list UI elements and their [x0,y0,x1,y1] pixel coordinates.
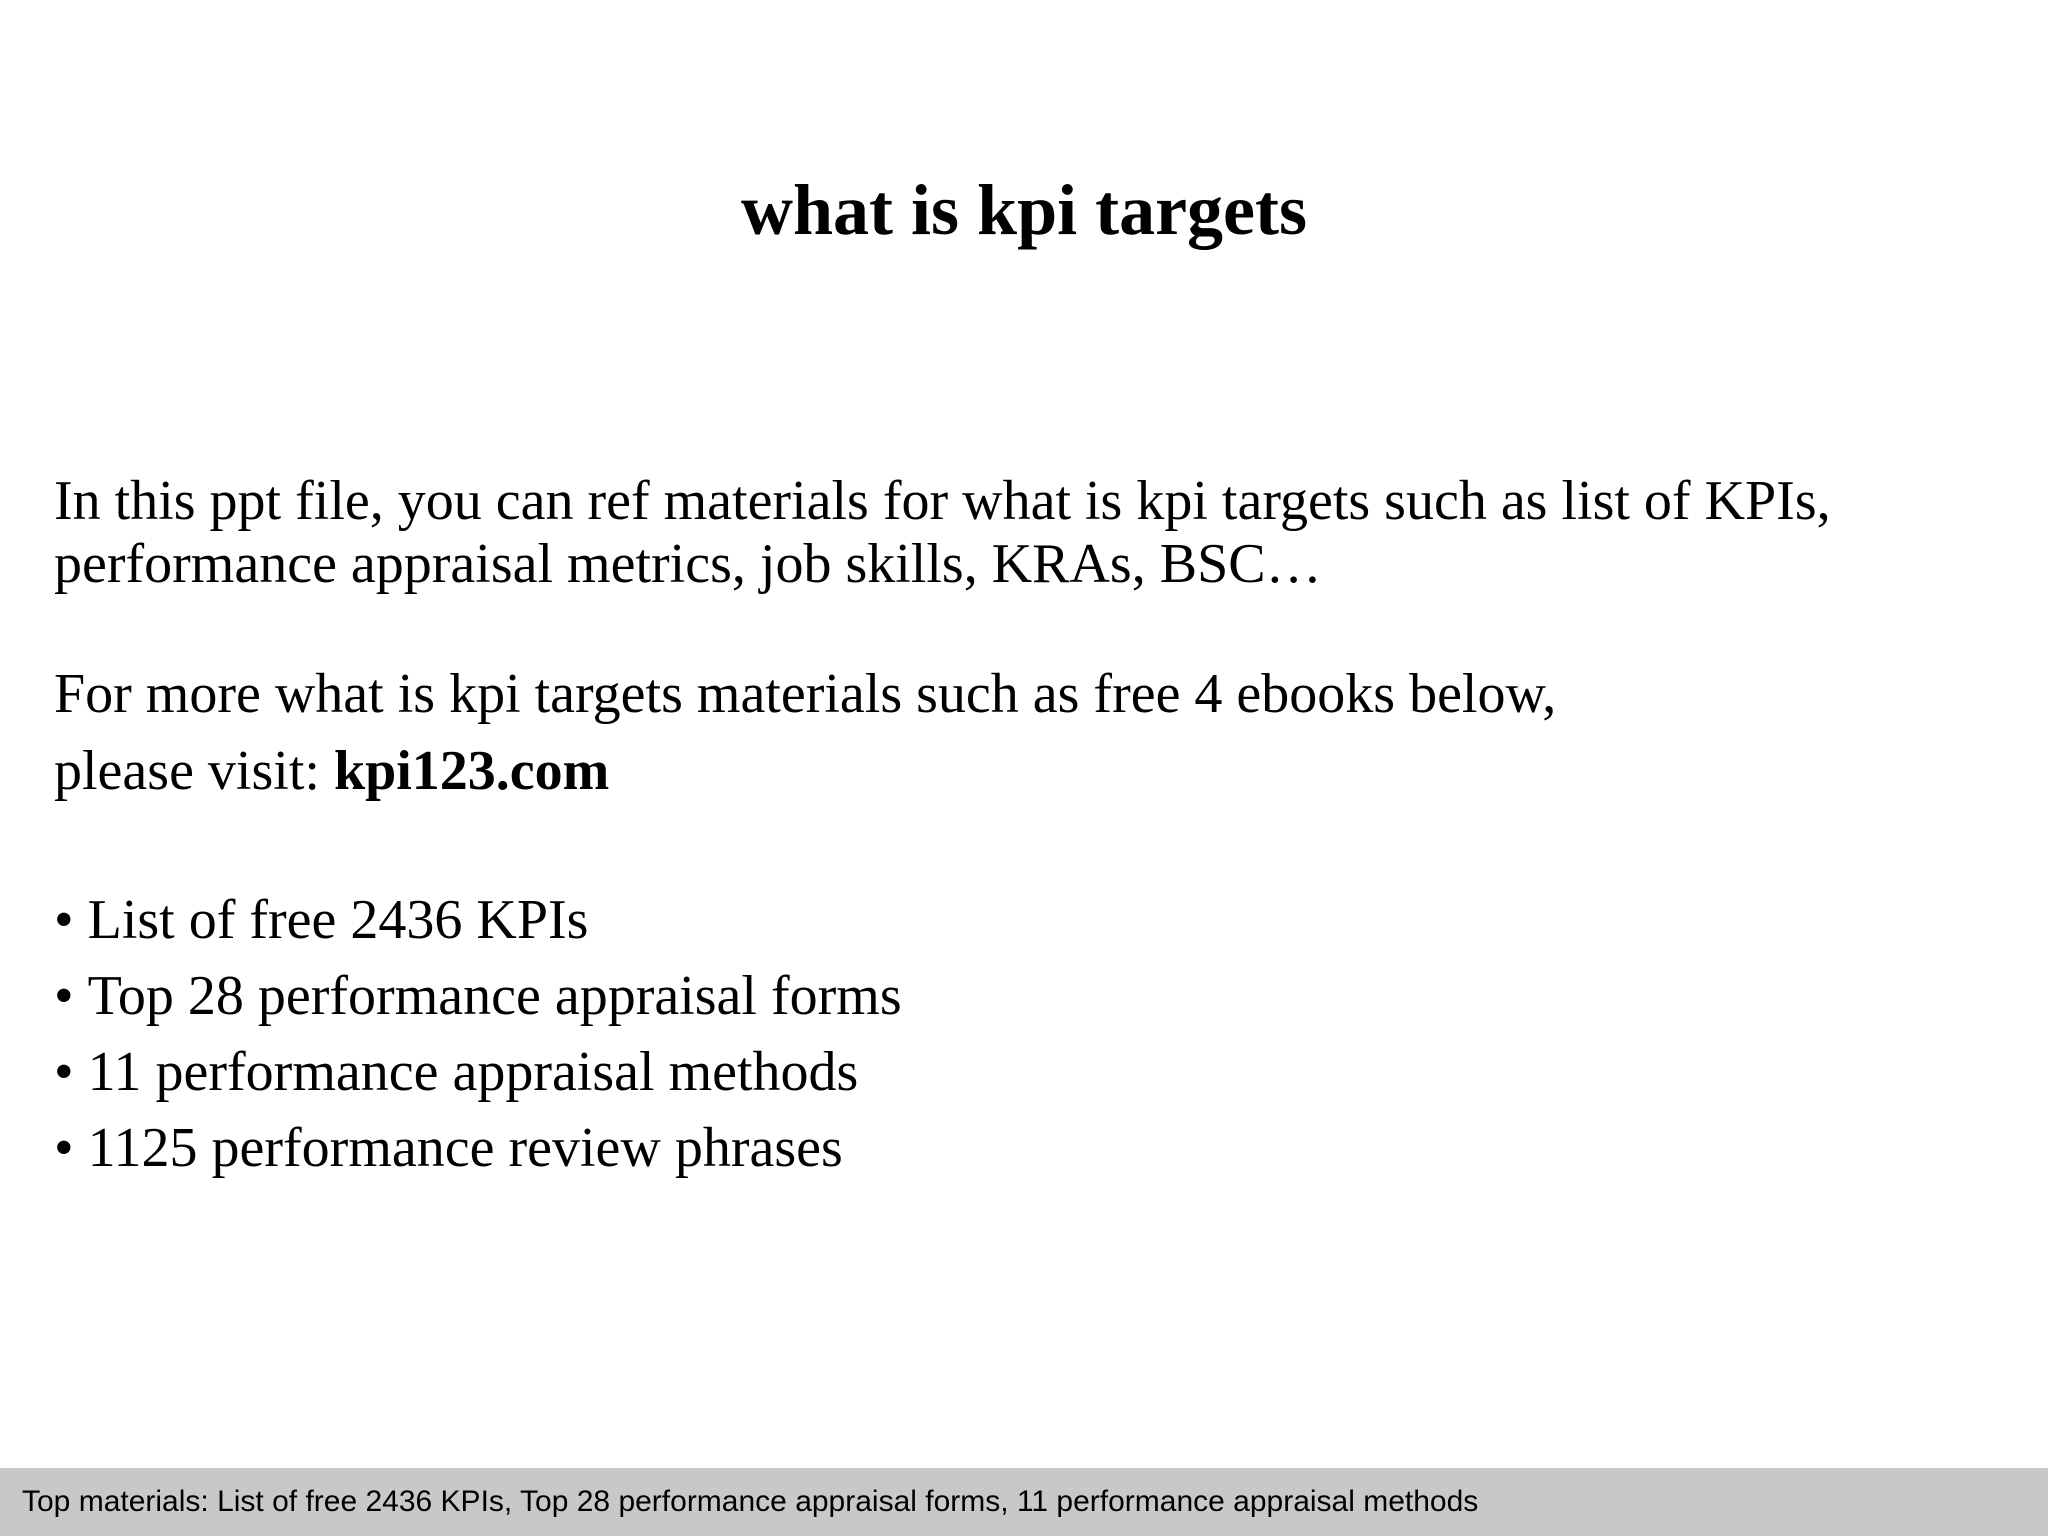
visit-prefix: please visit: [54,740,334,802]
more-materials-line: For more what is kpi targets materials such as free 4 ebooks below, [54,663,1557,725]
intro-paragraph: In this ppt file, you can ref materials for what is kpi targets such as list of KPIs, performance appraisal metrics, job skills, KRAs, BSC… [54,470,1831,595]
list-item: • Top 28 performance appraisal forms [54,958,2014,1034]
footer-bar [0,1468,2048,1536]
page-title: what is kpi targets [740,170,1307,250]
list-item: • 11 performance appraisal methods [54,1034,2014,1110]
website-link[interactable]: kpi123.com [333,740,610,802]
slide-body [54,470,2014,1186]
list-item: • 1125 performance review phrases [54,1110,2014,1186]
list-item: • List of free 2436 KPIs [54,882,2014,958]
ebook-list [54,882,2014,1186]
footer-text: Top materials: List of free 2436 KPIs, Top 28 performance appraisal forms, 11 performance appraisal methods [22,1485,1479,1518]
visit-paragraph [54,656,2014,810]
